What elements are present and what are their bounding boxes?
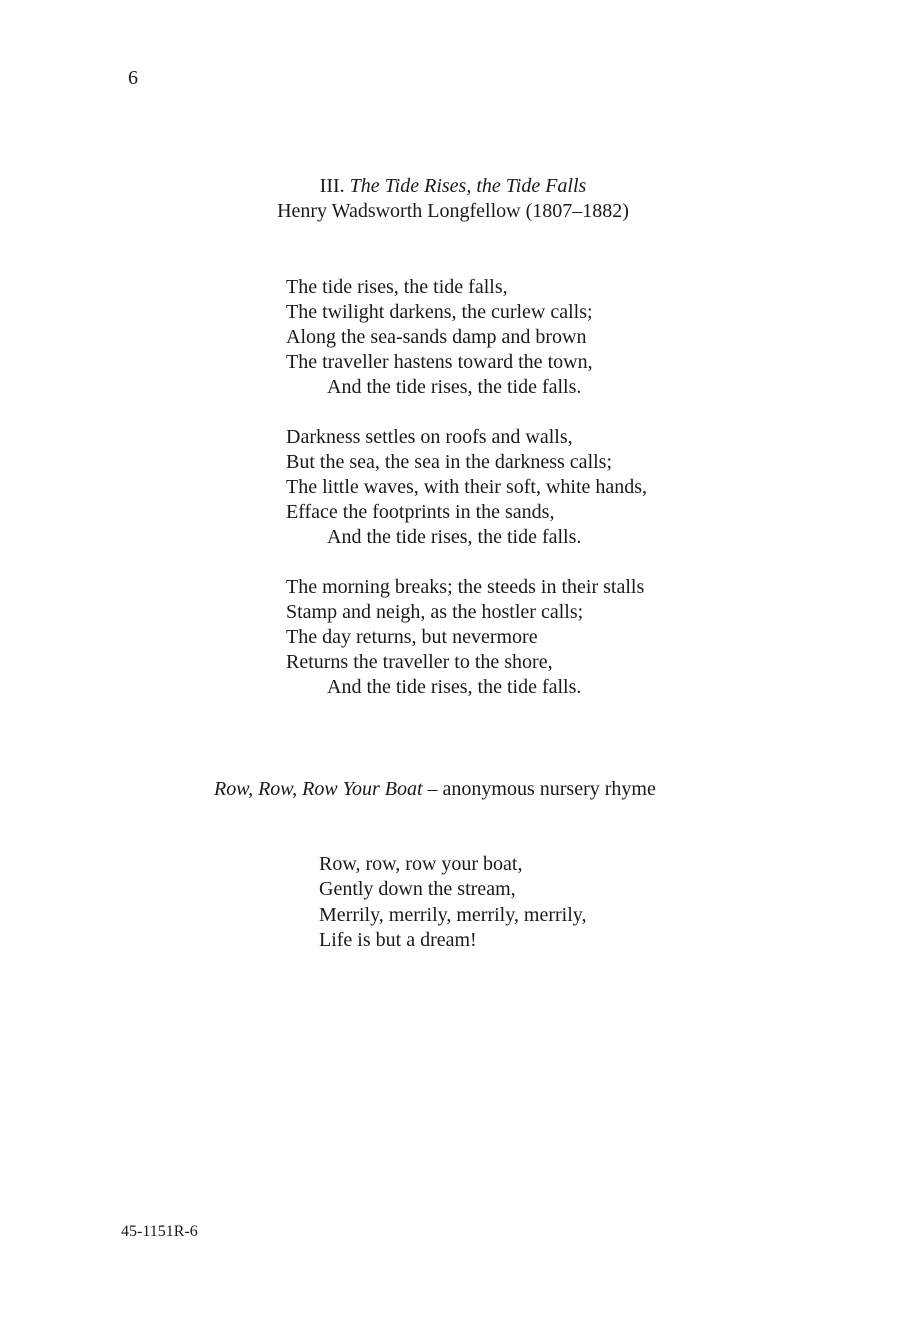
poem-refrain: And the tide rises, the tide falls. xyxy=(327,526,582,548)
stanza-3 xyxy=(286,575,647,700)
poem-line: Efface the footprints in the sands, xyxy=(286,501,555,523)
poem-author: Henry Wadsworth Longfellow (1807–1882) xyxy=(277,200,629,222)
rhyme-body xyxy=(319,852,587,953)
poem-line: The little waves, with their soft, white hands, xyxy=(286,476,648,498)
poem-numeral: III. xyxy=(319,175,345,197)
rhyme-line: Row, row, row your boat, xyxy=(319,853,523,875)
poem-title-block xyxy=(0,174,900,224)
rhyme-title: Row, Row, Row Your Boat xyxy=(214,778,423,800)
poem-refrain: And the tide rises, the tide falls. xyxy=(327,376,582,398)
poem-line: The twilight darkens, the curlew calls; xyxy=(286,301,593,323)
poem-body xyxy=(286,275,647,725)
rhyme-line: Life is but a dream! xyxy=(319,928,477,951)
rhyme-attribution: – anonymous nursery rhyme xyxy=(422,778,656,800)
poem-line: But the sea, the sea in the darkness calls; xyxy=(286,451,613,473)
rhyme-line: Gently down the stream, xyxy=(319,878,516,901)
poem-line: Darkness settles on roofs and walls, xyxy=(286,426,573,448)
stanza-1 xyxy=(286,275,647,400)
page-number: 6 xyxy=(128,67,138,89)
poem-refrain: And the tide rises, the tide falls. xyxy=(327,676,582,698)
rhyme-heading xyxy=(214,777,656,802)
poem-title-line xyxy=(0,174,900,199)
footer-code: 45-1151R-6 xyxy=(121,1223,198,1240)
poem-line: The traveller hastens toward the town, xyxy=(286,351,593,373)
poem-line: The day returns, but nevermore xyxy=(286,626,538,648)
poem-line: The tide rises, the tide falls, xyxy=(286,276,508,298)
stanza-2 xyxy=(286,425,647,550)
poem-line: Stamp and neigh, as the hostler calls; xyxy=(286,601,584,623)
poem-line: The morning breaks; the steeds in their stalls xyxy=(286,576,645,598)
poem-line: Along the sea-sands damp and brown xyxy=(286,326,587,348)
poem-line: Returns the traveller to the shore, xyxy=(286,651,553,673)
rhyme-line: Merrily, merrily, merrily, merrily, xyxy=(319,903,587,926)
poem-title: The Tide Rises, the Tide Falls xyxy=(349,175,587,197)
